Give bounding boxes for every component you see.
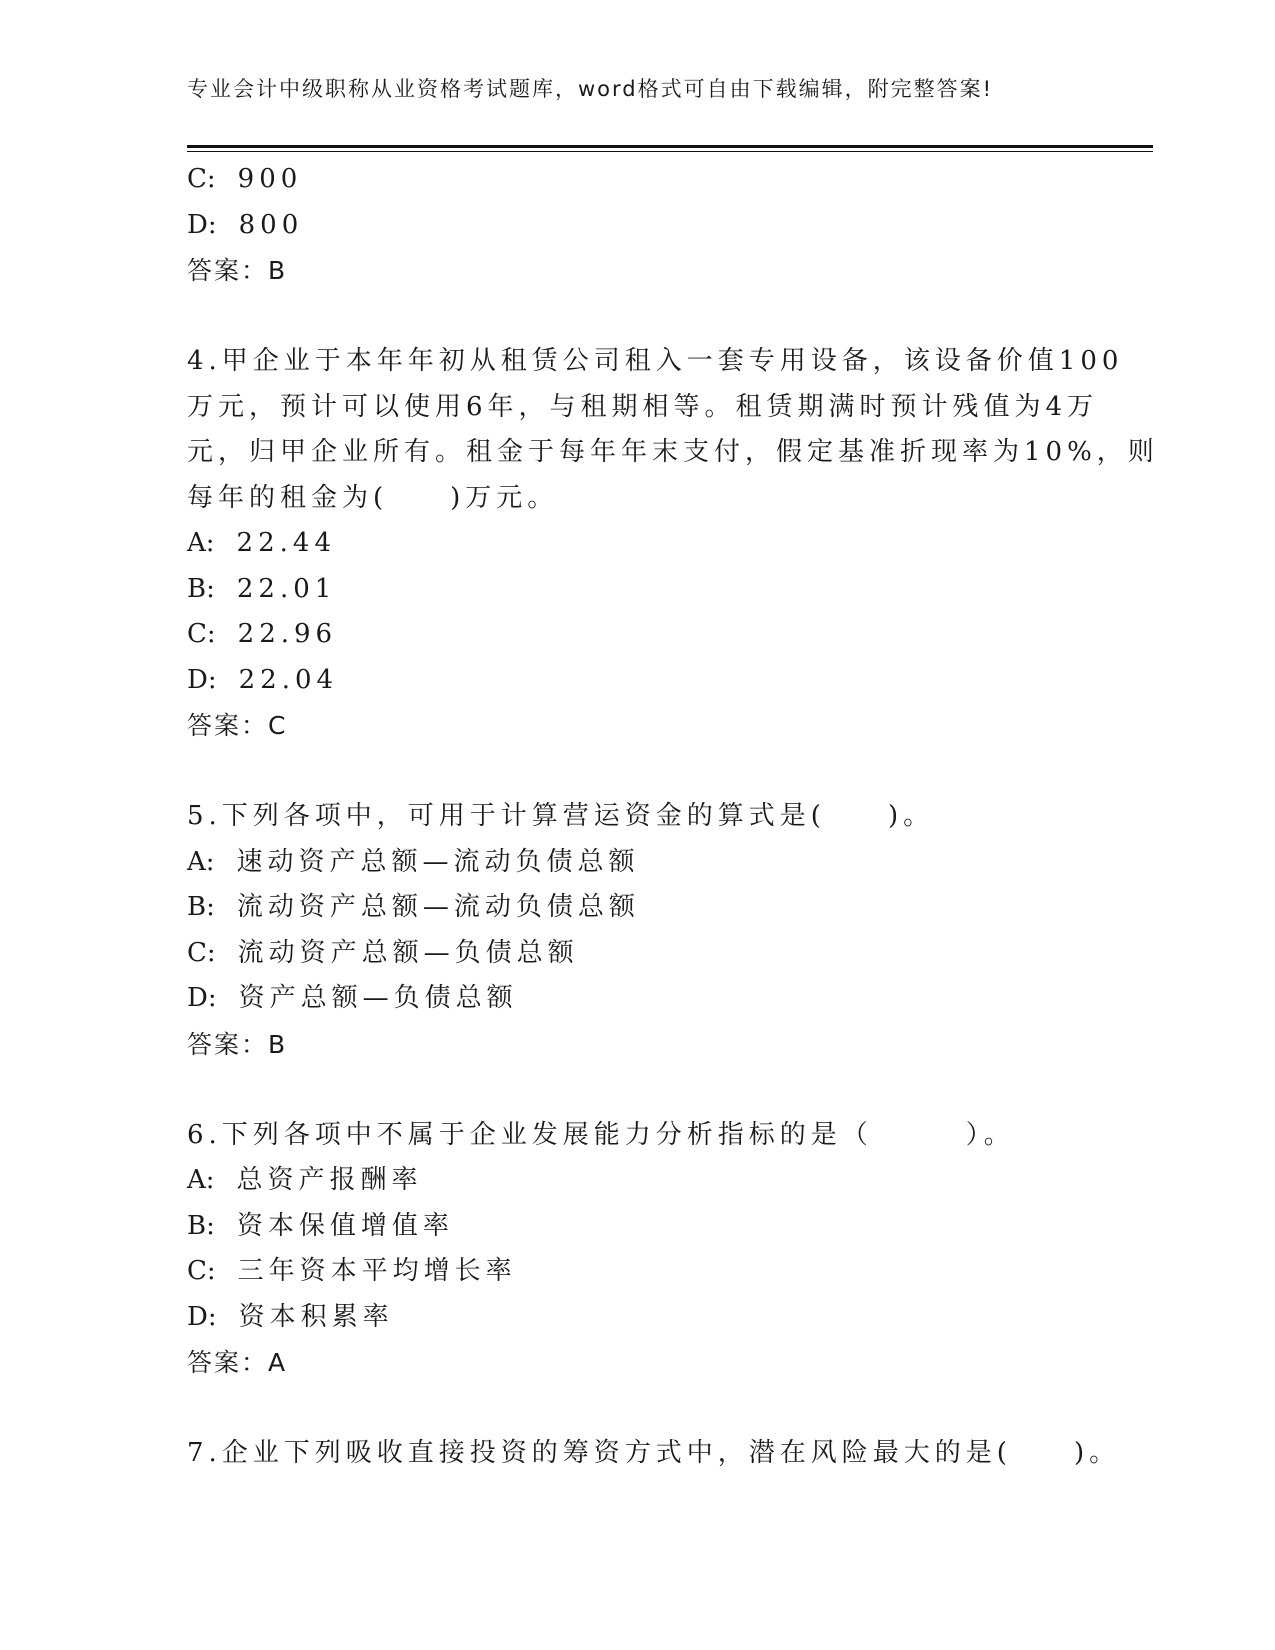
option-d: D: 资本积累率 (187, 1301, 394, 1332)
question-7 (187, 1431, 1121, 1477)
option-c: C: 900 (187, 164, 303, 194)
option-a: A: 速动资产总额—流动负债总额 (187, 846, 640, 877)
answer-line: 答案：C (187, 711, 288, 740)
question-stem-line: 6.下列各项中不属于企业发展能力分析指标的是（ ）。 (187, 1119, 1015, 1150)
option-d: D: 800 (187, 209, 304, 240)
answer-line: 答案：B (187, 1029, 288, 1059)
question-4 (187, 339, 1159, 749)
option-c: C: 三年资本平均增长率 (187, 1256, 517, 1286)
option-d: D: 22.04 (187, 664, 339, 695)
answer-line: 答案：A (187, 1348, 288, 1377)
question-stem-line: 万元，预计可以使用6年，与租期相等。租赁期满时预计残值为4万 (187, 391, 1099, 422)
question-stem-line: 7.企业下列吸收直接投资的筹资方式中，潜在风险最大的是( )。 (187, 1438, 1121, 1468)
question-stem-line: 每年的租金为( )万元。 (187, 482, 559, 513)
page-header: 专业会计中级职称从业资格考试题库，word格式可自由下载编辑，附完整答案! (187, 77, 994, 101)
question-stem-line: 元，归甲企业所有。租金于每年年末支付，假定基准折现率为10%，则 (187, 437, 1159, 467)
header-rule-thick (187, 145, 1153, 148)
option-a: A: 22.44 (187, 528, 336, 558)
question-stem-line: 4.甲企业于本年年初从租赁公司租入一套专用设备，该设备价值100 (187, 346, 1124, 376)
question-6 (187, 1113, 1087, 1386)
option-b: B: 资本保值增值率 (187, 1210, 454, 1241)
option-c: C: 22.96 (187, 619, 338, 649)
question-stem-line: 5.下列各项中，可用于计算营运资金的算式是( )。 (187, 801, 935, 831)
option-b: B: 流动资产总额—流动负债总额 (187, 892, 640, 922)
question-5 (187, 794, 1087, 1067)
question-content (187, 157, 1159, 1477)
option-b: B: 22.01 (187, 573, 337, 604)
answer-line: 答案：B (187, 256, 288, 285)
header-rule-thin (187, 151, 1153, 152)
option-a: A: 总资产报酬率 (187, 1165, 423, 1195)
option-d: D: 资产总额—负债总额 (187, 983, 518, 1013)
option-c: C: 流动资产总额—负债总额 (187, 937, 579, 968)
question-3-tail (187, 157, 1087, 294)
